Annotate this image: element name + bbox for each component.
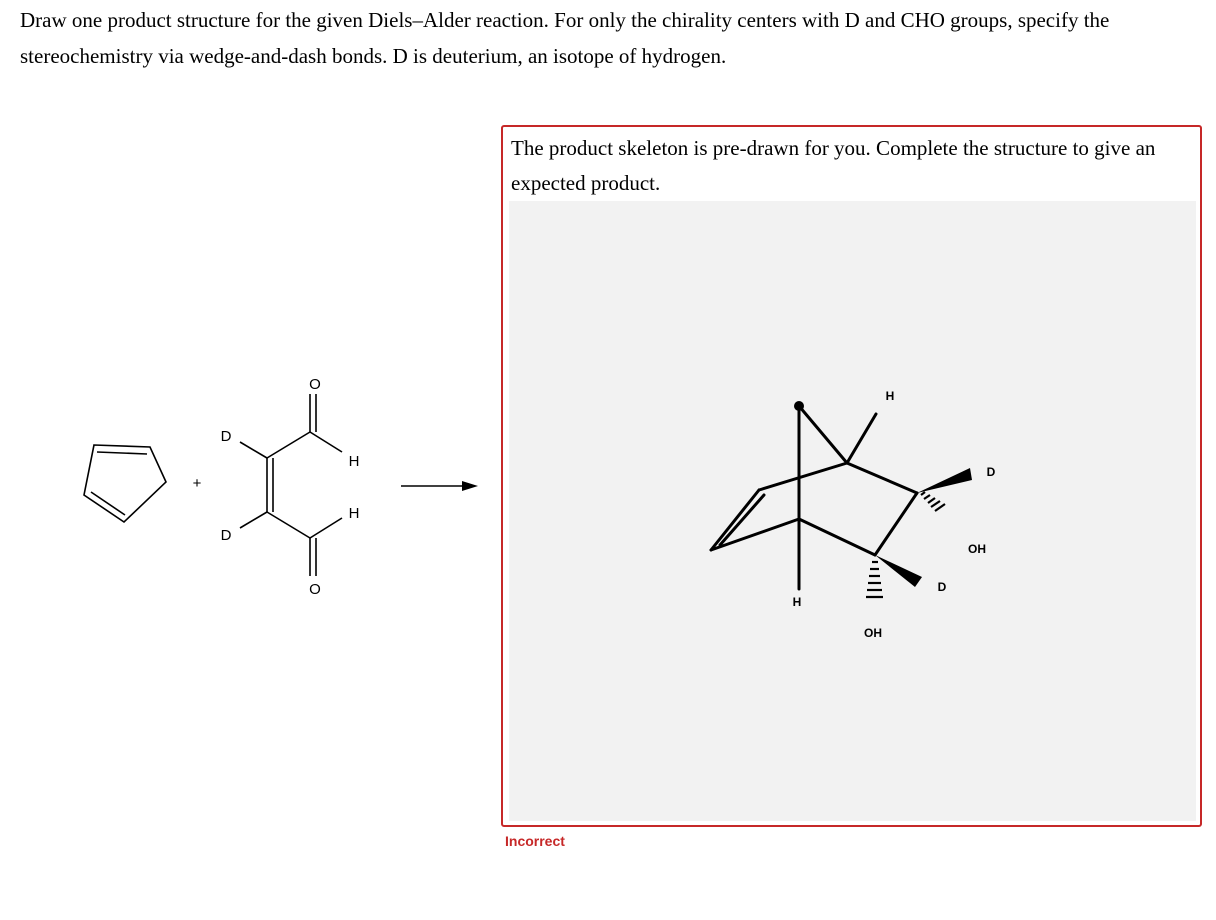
product-structure-svg[interactable]: [509, 201, 1196, 821]
wedge-bond-d-lower: [875, 555, 922, 587]
answer-panel: [501, 125, 1202, 827]
product-label-h-top: H: [885, 389, 895, 403]
right-arrow-icon: [401, 481, 478, 491]
product-label-d-right: D: [986, 465, 996, 479]
panel-instructions: The product skeleton is pre-drawn for you. Complete the structure to give an expected product.: [511, 136, 1156, 195]
atom-label-o-top: O: [309, 376, 321, 393]
product-label-h-bottom: H: [792, 595, 802, 609]
product-label-oh-right: OH: [968, 542, 986, 556]
product-label-oh-bottom: OH: [864, 626, 882, 640]
feedback-status: Incorrect: [505, 833, 565, 849]
atom-label-d-top: D: [220, 428, 232, 445]
dash-bond-oh-upper: [921, 492, 945, 511]
product-label-d-lower: D: [937, 580, 947, 594]
atom-label-h-bottom: H: [348, 505, 360, 522]
wedge-bond-d-upper: [917, 468, 972, 493]
dash-bond-oh-lower: [866, 562, 883, 597]
atom-label-d-bottom: D: [220, 527, 232, 544]
dideutero-butenedial-structure: [240, 394, 342, 576]
reaction-scheme: [70, 360, 500, 610]
bridge-carbon-dot: [794, 401, 804, 411]
plus-sign: +: [192, 475, 202, 492]
cyclopentadiene-structure: [84, 445, 166, 522]
atom-label-o-bottom: O: [309, 581, 321, 598]
question-text: Draw one product structure for the given Diels–Alder reaction. For only the chirality centers with D and CHO groups, specify the stereochemistry via wedge-and-dash bonds. D is deuterium, an isotope of hydrogen.: [20, 8, 1110, 68]
reaction-svg: [70, 360, 500, 610]
drawing-canvas[interactable]: [509, 201, 1196, 821]
atom-label-h-top: H: [348, 453, 360, 470]
